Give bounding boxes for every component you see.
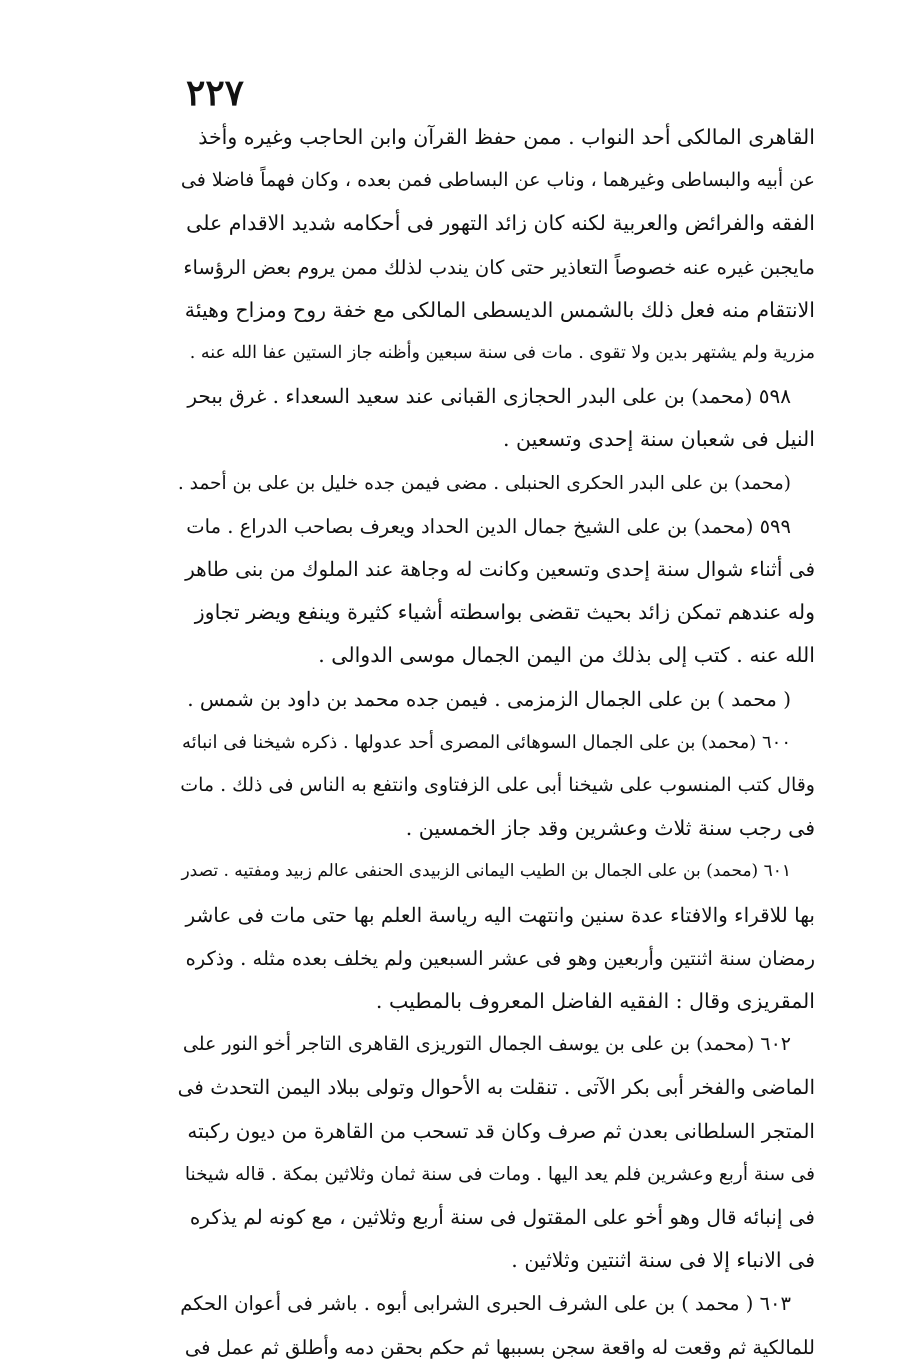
text-line: الماضى والفخر أبى بكر الآتى . تنقلت به الأحوال وتولى ببلاد اليمن التحدث فى <box>177 1075 815 1100</box>
text-line: الانتقام منه فعل ذلك بالشمس الديسطى المالكى مع خفة روح ومزاح وهيئة <box>184 297 815 322</box>
text-line: وله عندهم تمكن زائد بحيث تقضى بواسطته أشياء كثيرة وينفع ويضر تجاوز <box>194 600 815 625</box>
text-line: الله عنه . كتب إلى بذلك من اليمن الجمال موسى الدوالى . <box>318 643 815 668</box>
text-line: ٦٠٢ (محمد) بن على بن يوسف الجمال التوريزى القاهرى التاجر أخو النور على <box>182 1033 791 1056</box>
text-line: ٦٠١ (محمد) بن على الجمال بن الطيب اليمانى الزبيدى الحنفى عالم زبيد ومفتيه . تصدر <box>181 861 791 882</box>
text-line: فى أثناء شوال سنة إحدى وتسعين وكانت له وجاهة عند الملوك من بنى طاهر <box>185 557 815 582</box>
text-line: فى إنبائه قال وهو أخو على المقتول فى سنة أربع وثلاثين ، مع كونه لم يذكره <box>189 1205 815 1230</box>
text-line: النيل فى شعبان سنة إحدى وتسعين . <box>503 427 815 452</box>
text-line: فى الانباء إلا فى سنة اثنتين وثلاثين . <box>511 1248 815 1273</box>
text-line: مزرية ولم يشتهر بدين ولا تقوى . مات فى سنة سبعين وأظنه جاز الستين عفا الله عنه . <box>189 343 815 364</box>
text-line: بها للاقراء والافتاء عدة سنين وانتهت اليه رياسة العلم بها حتى مات فى عاشر <box>185 902 815 927</box>
text-line: رمضان سنة اثنتين وأربعين وهو فى عشر السبعين ولم يخلف بعده مثله . وذكره <box>185 946 815 970</box>
text-line: وقال كتب المنسوب على شيخنا أبى على الزفتاوى وانتفع به الناس فى ذلك . مات <box>180 774 815 797</box>
body-text <box>176 116 815 1369</box>
text-line: ( محمد ) بن على الجمال الزمزمى . فيمن جده محمد بن داود بن شمس . <box>187 686 791 711</box>
text-line: ٥٩٨ (محمد) بن على البدر الحجازى القبانى عند سعيد السعداء . غرق ببحر <box>187 384 791 409</box>
text-line: فى رجب سنة ثلاث وعشرين وقد جاز الخمسين . <box>405 816 815 841</box>
text-line: فى سنة أربع وعشرين فلم يعد اليها . ومات فى سنة ثمان وثلاثين بمكة . قاله شيخنا <box>184 1163 815 1185</box>
text-line: عن أبيه والبساطى وغيرهما ، وناب عن البساطى فمن بعده ، وكان فهماً فاضلا فى <box>180 169 815 192</box>
text-line: المقريزى وقال : الفقيه الفاضل المعروف بالمطيب . <box>375 989 815 1014</box>
page-number: ٢٢٧ <box>186 72 245 114</box>
text-line: ٥٩٩ (محمد) بن على الشيخ جمال الدين الحداد ويعرف بصاحب الدراع . مات <box>186 514 791 538</box>
text-line: الفقه والفرائض والعربية لكنه كان زائد التهور فى أحكامه شديد الاقدام على <box>186 211 815 236</box>
text-line: (محمد) بن على البدر الحكرى الحنبلى . مضى فيمن جده خليل بن على بن أحمد . <box>177 472 791 494</box>
text-line: ٦٠٠ (محمد) بن على الجمال السوهائى المصرى أحد عدولها . ذكره شيخنا فى انبائه <box>181 731 791 753</box>
text-line: للمالكية ثم وقعت له واقعة سجن بسببها ثم حكم بحقن دمه وأطلق ثم عمل فى <box>184 1335 815 1359</box>
text-line: القاهرى المالكى أحد النواب . ممن حفظ القرآن وابن الحاجب وغيره وأخذ <box>198 125 815 149</box>
text-line: مايجبن غيره عنه خصوصاً التعاذير حتى كان يندب لذلك ممن يروم بعض الرؤساء <box>183 255 815 279</box>
text-line: ٦٠٣ ( محمد ) بن على الشرف الحبرى الشرابى أبوه . باشر فى أعوان الحكم <box>180 1292 791 1316</box>
text-line: المتجر السلطانى بعدن ثم صرف وكان قد تسحب من القاهرة من ديون ركبته <box>187 1118 815 1143</box>
